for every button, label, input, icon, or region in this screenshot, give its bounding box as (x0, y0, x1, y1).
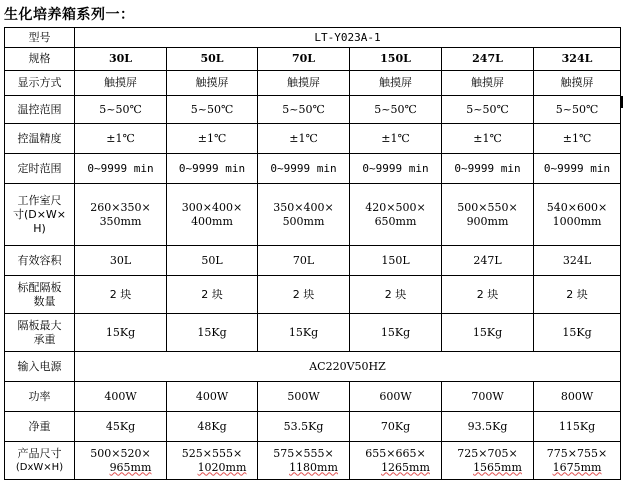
table-row (5, 124, 621, 154)
table-cell: 触摸屏 (534, 71, 621, 96)
cell-line: 575×555× (273, 446, 334, 460)
table-cell: 0~9999 min (442, 154, 534, 184)
cell-line: 650mm (374, 214, 417, 228)
table-cell: 150L (350, 48, 442, 71)
cell-line: 350mm (99, 214, 142, 228)
table-cell: ±1℃ (75, 124, 167, 154)
row-label (5, 314, 75, 352)
table-cell (258, 184, 350, 246)
table-row (5, 154, 621, 184)
table-row (5, 382, 621, 412)
row-label (5, 442, 75, 480)
table-cell: 70Kg (350, 412, 442, 442)
table-cell: 15Kg (442, 314, 534, 352)
table-cell: 500W (258, 382, 350, 412)
label-line: 标配隔板 (17, 280, 62, 294)
table-cell (442, 184, 534, 246)
table-cell: 700W (442, 382, 534, 412)
row-label: 显示方式 (5, 71, 75, 96)
table-row (5, 276, 621, 314)
table-cell: 5~50℃ (442, 96, 534, 124)
table-cell: 5~50℃ (75, 96, 167, 124)
label-line: 承重 (33, 332, 56, 346)
table-cell: 50L (167, 48, 258, 71)
cell-line: 525×555× (181, 446, 243, 460)
cell-line: 260×350× (90, 200, 151, 214)
table-cell (167, 184, 258, 246)
table-cell: 0~9999 min (258, 154, 350, 184)
table-row (5, 48, 621, 71)
table-cell: 600W (350, 382, 442, 412)
row-label: 控温精度 (5, 124, 75, 154)
row-label: 有效容积 (5, 246, 75, 276)
table-cell: 触摸屏 (442, 71, 534, 96)
table-cell: 324L (534, 246, 621, 276)
table-cell: 触摸屏 (350, 71, 442, 96)
table-cell: 53.5Kg (258, 412, 350, 442)
table-cell: 70L (258, 246, 350, 276)
table-row (5, 246, 621, 276)
row-label (5, 184, 75, 246)
table-cell (534, 184, 621, 246)
cell-line: 965mm (109, 460, 152, 474)
spec-label: 规格 (5, 48, 75, 71)
label-line: H) (33, 221, 46, 235)
table-cell: 2 块 (75, 276, 167, 314)
table-cell: 5~50℃ (350, 96, 442, 124)
table-row (5, 28, 621, 48)
cell-line: 775×755× (546, 446, 608, 460)
table-cell: 324L (534, 48, 621, 71)
table-cell (350, 184, 442, 246)
cell-line: 500mm (282, 214, 325, 228)
table-cell: 400W (75, 382, 167, 412)
table-row (5, 352, 621, 382)
label-line: (DxW×H) (15, 461, 64, 473)
table-cell: 2 块 (167, 276, 258, 314)
table-cell: 0~9999 min (75, 154, 167, 184)
table-cell: 15Kg (534, 314, 621, 352)
table-cell (258, 442, 350, 480)
cell-line: 1675mm (552, 460, 602, 474)
table-cell: 115Kg (534, 412, 621, 442)
table-cell: 2 块 (442, 276, 534, 314)
table-cell: 触摸屏 (167, 71, 258, 96)
model-value: LT-Y023A-1 (75, 28, 621, 48)
table-row (5, 71, 621, 96)
table-cell: ±1℃ (442, 124, 534, 154)
model-label: 型号 (5, 28, 75, 48)
cell-line: 500×520× (90, 446, 151, 460)
table-cell: 50L (167, 246, 258, 276)
table-cell: 48Kg (167, 412, 258, 442)
table-row (5, 412, 621, 442)
cell-line: 500×550× (457, 200, 518, 214)
table-cell: 2 块 (534, 276, 621, 314)
table-cell: 触摸屏 (258, 71, 350, 96)
table-cell: 150L (350, 246, 442, 276)
table-cell: 5~50℃ (167, 96, 258, 124)
table-cell (350, 442, 442, 480)
cell-line: 655×665× (365, 446, 426, 460)
table-cell: 15Kg (258, 314, 350, 352)
label-line: 隔板最大 (17, 318, 62, 332)
table-cell: ±1℃ (258, 124, 350, 154)
table-row (5, 314, 621, 352)
table-cell: 70L (258, 48, 350, 71)
cell-line: 420×500× (365, 200, 426, 214)
table-cell: 5~50℃ (258, 96, 350, 124)
table-cell: 800W (534, 382, 621, 412)
table-cell (75, 184, 167, 246)
table-cell: ±1℃ (350, 124, 442, 154)
table-row (5, 184, 621, 246)
power-supply-value: AC220V50HZ (75, 352, 621, 382)
table-cell: 30L (75, 246, 167, 276)
page-title: 生化培养箱系列一： (4, 7, 135, 23)
cell-line: 540×600× (546, 200, 608, 214)
table-cell: 2 块 (350, 276, 442, 314)
table-cell (534, 442, 621, 480)
table-row (5, 442, 621, 480)
spec-table (4, 27, 621, 480)
table-cell: 400W (167, 382, 258, 412)
cell-line: 1000mm (552, 214, 602, 228)
table-cell: 15Kg (350, 314, 442, 352)
cell-line: 400mm (191, 214, 233, 228)
label-line: 寸(D×W× (12, 207, 67, 221)
row-label: 温控范围 (5, 96, 75, 124)
cell-line: 1565mm (473, 460, 522, 474)
row-label: 功率 (5, 382, 75, 412)
cell-line: 725×705× (457, 446, 518, 460)
table-cell (442, 442, 534, 480)
row-label: 定时范围 (5, 154, 75, 184)
cell-line: 1020mm (197, 460, 247, 474)
table-cell: 247L (442, 48, 534, 71)
table-cell: 触摸屏 (75, 71, 167, 96)
table-cell: 93.5Kg (442, 412, 534, 442)
label-line: 产品尺寸 (17, 446, 62, 460)
cell-line: 300×400× (181, 200, 243, 214)
label-line: 工作室尺 (17, 193, 62, 207)
cell-line: 350×400× (273, 200, 334, 214)
table-cell: 247L (442, 246, 534, 276)
table-cell: 45Kg (75, 412, 167, 442)
table-cell: 0~9999 min (167, 154, 258, 184)
cell-line: 1265mm (381, 460, 430, 474)
row-label: 净重 (5, 412, 75, 442)
label-line: 数量 (33, 294, 56, 308)
row-label: 输入电源 (5, 352, 75, 382)
row-label (5, 276, 75, 314)
cell-line: 900mm (466, 214, 509, 228)
table-cell: ±1℃ (167, 124, 258, 154)
table-cell: 0~9999 min (350, 154, 442, 184)
table-cell: 15Kg (75, 314, 167, 352)
table-row (5, 96, 621, 124)
table-cell: 0~9999 min (534, 154, 621, 184)
table-cell: 15Kg (167, 314, 258, 352)
table-cell: 30L (75, 48, 167, 71)
table-cell (75, 442, 167, 480)
table-cell: ±1℃ (534, 124, 621, 154)
cell-line: 1180mm (289, 460, 338, 474)
table-cell: 5~50℃ (534, 96, 621, 124)
table-cell (167, 442, 258, 480)
table-cell: 2 块 (258, 276, 350, 314)
